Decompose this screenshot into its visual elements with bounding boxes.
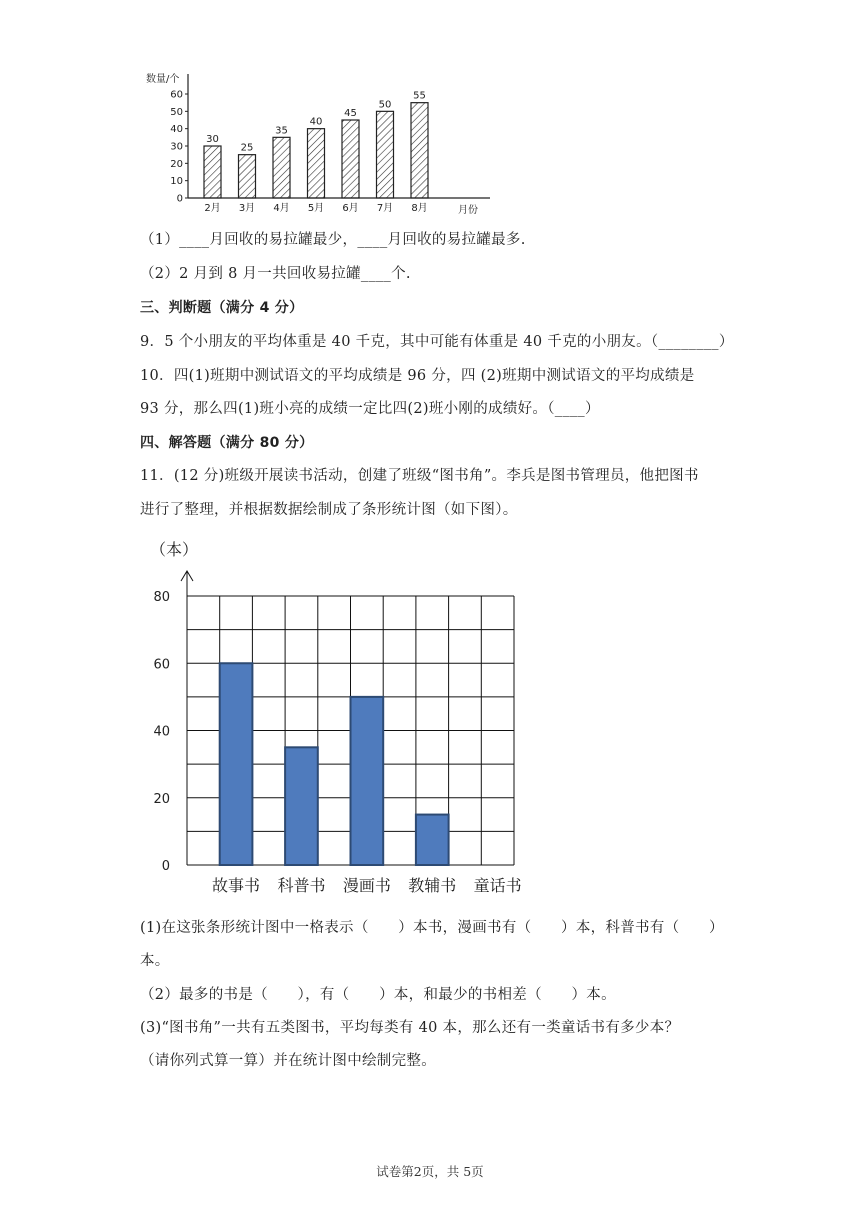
bar	[377, 111, 394, 198]
page-footer: 试卷第2页，共 5页	[376, 1164, 484, 1179]
bar-value-label: 55	[413, 90, 426, 102]
y-tick-label: 60	[170, 89, 183, 101]
x-tick-label: 教辅书	[408, 876, 457, 895]
question-11-line-1: 11．(12 分)班级开展读书活动，创建了班级“图书角”。李兵是图书管理员，他把图书	[140, 468, 699, 484]
y-tick-label: 0	[161, 859, 170, 874]
y-tick-label: 20	[170, 158, 183, 170]
x-tick-label: 6月	[342, 203, 359, 214]
y-tick-label: 60	[153, 657, 170, 673]
bar	[285, 747, 318, 865]
bar-value-label: 40	[309, 116, 323, 128]
y-tick-label: 30	[170, 141, 183, 153]
question-11-part-1-line-2: 本。	[140, 953, 170, 969]
bar-value-label: 30	[206, 134, 219, 145]
y-tick-label: 50	[170, 106, 183, 118]
bar-value-label: 45	[344, 108, 357, 119]
question-11-part-3-line-1: (3)“图书角”一共有五类图书，平均每类有 40 本，那么还有一类童话书有多少本？	[140, 1020, 680, 1036]
question-11-part-3-line-2: （请你列式算一算）并在统计图中绘制完整。	[140, 1053, 436, 1069]
question-11-line-2: 进行了整理，并根据数据绘制成了条形统计图（如下图）。	[140, 502, 518, 518]
x-tick-label: 3月	[238, 203, 256, 214]
y-tick-label: 0	[176, 193, 183, 205]
section-3-heading: 三、判断题（满分 4 分）	[140, 300, 304, 316]
y-tick-label: 40	[170, 124, 183, 136]
question-8-part-2: （2）2 月到 8 月一共回收易拉罐____个.	[140, 266, 411, 282]
x-tick-label: 4月	[273, 203, 290, 214]
x-axis-title: 月份	[458, 205, 478, 216]
y-tick-label: 40	[153, 724, 170, 740]
bar-value-label: 25	[240, 142, 254, 154]
question-9: 9．5 个小朋友的平均体重是 40 千克，其中可能有体重是 40 千克的小朋友。（________）	[140, 334, 734, 350]
bar-value-label: 35	[275, 125, 288, 137]
x-tick-label: 5月	[307, 203, 325, 214]
bar	[273, 137, 290, 198]
bar	[342, 120, 359, 198]
question-11-part-1-line-1: (1)在这张条形统计图中一格表示（ ）本书，漫画书有（ ）本，科普书有（ ）	[140, 920, 724, 936]
y-axis-title: （本）	[150, 540, 199, 559]
y-tick-label: 80	[153, 590, 170, 605]
y-tick-label: 10	[170, 176, 183, 188]
x-tick-label: 童话书	[473, 876, 522, 895]
x-tick-label: 故事书	[212, 876, 261, 895]
x-tick-label: 科普书	[277, 876, 326, 895]
y-axis-title: 数量/个	[146, 74, 180, 85]
y-tick-label: 20	[153, 791, 170, 807]
book-bar-chart	[140, 535, 560, 905]
bar	[416, 815, 449, 865]
bar	[351, 697, 384, 865]
question-11-part-2: （2）最多的书是（ ），有（ ）本，和最少的书相差（ ）本。	[140, 987, 616, 1003]
x-tick-label: 漫画书	[342, 876, 391, 895]
bar	[220, 663, 253, 865]
question-10-line-1: 10．四(1)班期中测试语文的平均成绩是 96 分，四 (2)班期中测试语文的平均成绩是	[140, 368, 695, 384]
bar	[411, 103, 428, 198]
x-tick-label: 7月	[376, 203, 394, 214]
bar	[308, 129, 325, 198]
bar-value-label: 50	[378, 99, 392, 111]
bottle-bar-chart	[140, 62, 500, 222]
bar	[204, 146, 221, 198]
bar	[239, 155, 256, 198]
x-tick-label: 2月	[204, 203, 221, 214]
section-4-heading: 四、解答题（满分 80 分）	[140, 435, 314, 451]
question-8-part-1: （1）____月回收的易拉罐最少，____月回收的易拉罐最多.	[140, 232, 526, 248]
question-10-line-2: 93 分，那么四(1)班小亮的成绩一定比四(2)班小刚的成绩好。（____）	[140, 401, 600, 417]
x-tick-label: 8月	[411, 203, 428, 214]
